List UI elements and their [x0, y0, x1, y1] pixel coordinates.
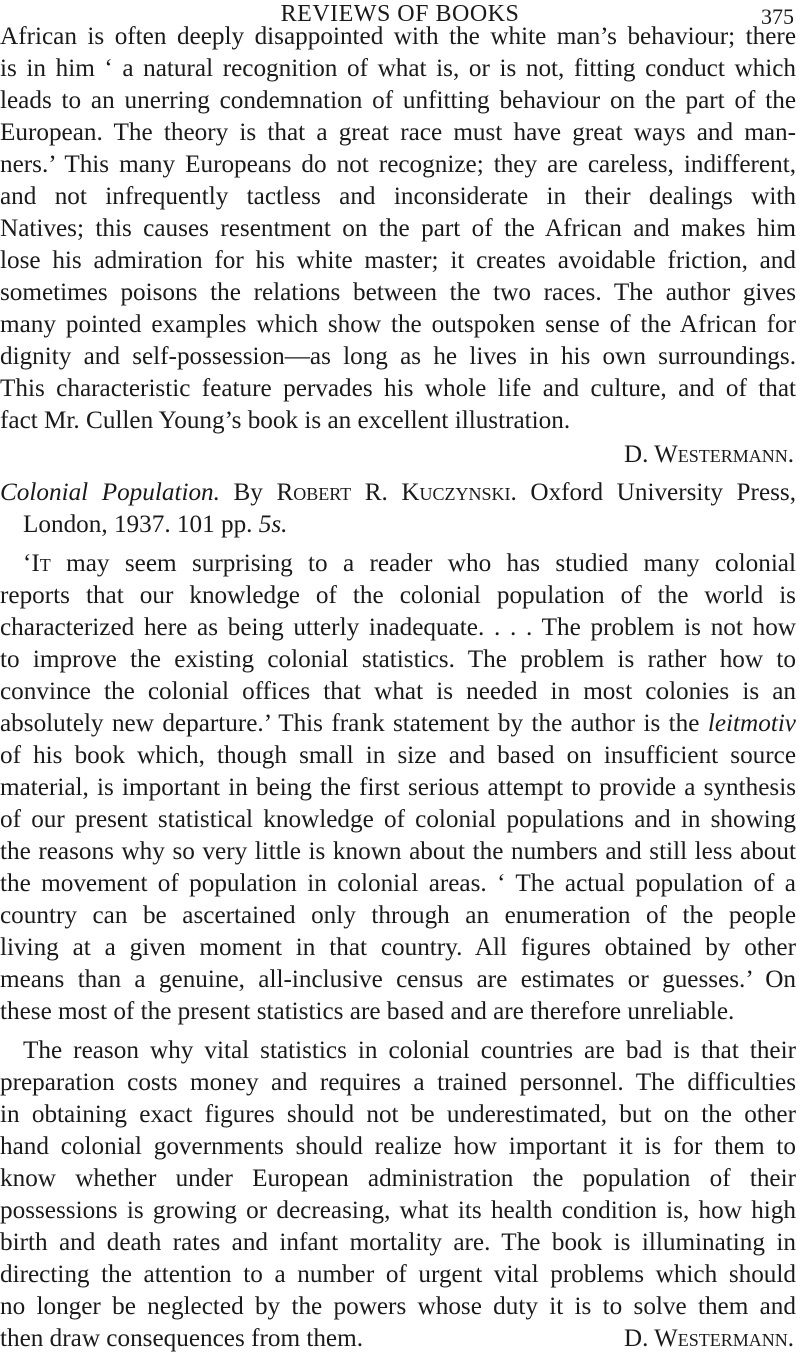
text-line: dignity and self-possession—as long as he lives in his own surroundings.: [0, 343, 796, 370]
text-line: country can be ascertained only through an enumeration of the people: [0, 902, 796, 929]
review-heading: [0, 478, 796, 510]
book-title: Colonial Population.: [0, 479, 220, 506]
running-title: REVIEWS OF BOOKS: [280, 1, 520, 27]
book-price: 5s.: [258, 511, 288, 538]
text-line: Natives; this causes resentment on the part of the African and makes him: [0, 215, 796, 242]
text-line: is in him ‘ a natural recognition of what is, or is not, fitting conduct which: [0, 55, 796, 82]
text-line: reports that our knowledge of the colonial population of the world is: [0, 582, 796, 609]
page-number: 375: [761, 4, 794, 29]
text-line: and not infrequently tactless and inconsiderate in their dealings with: [0, 183, 796, 210]
book-imprint: London, 1937. 101 pp.: [23, 511, 253, 538]
book-publisher: Oxford University Press,: [530, 479, 797, 506]
text-line: characterized here as being utterly inadequate. . . . The problem is not how: [0, 614, 796, 641]
text-line: of our present statistical knowledge of colonial populations and in showing: [0, 806, 796, 833]
text-line: absolutely new departure.’ This frank statement by the author is the leitmotiv: [0, 710, 796, 737]
text-line: convince the colonial offices that what is needed in most colonies is an: [0, 678, 796, 705]
text-line: in obtaining exact figures should not be underestimated, but on the other: [0, 1101, 796, 1128]
text-line: to improve the existing colonial statistics. The problem is rather how to: [0, 646, 796, 673]
text-line: leads to an unerring condemnation of unfitting behaviour on the part of the: [0, 87, 796, 114]
text-line: African is often deeply disappointed with the white man’s behaviour; there: [0, 23, 796, 50]
text-line: no longer be neglected by the powers whose duty it is to solve them and: [0, 1293, 796, 1320]
text-line: material, is important in being the first serious attempt to provide a synthesis: [0, 774, 796, 801]
text-line: the movement of population in colonial areas. ‘ The actual population of a: [0, 870, 796, 897]
text-line: directing the attention to a number of urgent vital problems which should: [0, 1261, 796, 1288]
text-line: ‘It may seem surprising to a reader who has studied many colonial: [23, 550, 796, 577]
text-line: means than a genuine, all-inclusive census are estimates or guesses.’ On: [0, 966, 796, 993]
text-line: hand colonial governments should realize how important it is for them to: [0, 1133, 796, 1160]
text-line: know whether under European administration the population of their: [0, 1165, 796, 1192]
text-line: sometimes poisons the relations between the two races. The author gives: [0, 279, 796, 306]
opening-word: ‘It: [23, 550, 51, 577]
text-line: then draw consequences from them.: [0, 1325, 363, 1352]
text-line: these most of the present statistics are based and are therefore unreliable.: [0, 998, 735, 1025]
text-line: birth and death rates and infant mortality are. The book is illuminating in: [0, 1229, 796, 1256]
text-line: European. The theory is that a great race must have great ways and man-: [0, 119, 796, 146]
text-line: possessions is growing or decreasing, what its health condition is, how high: [0, 1197, 796, 1224]
text-line: preparation costs money and requires a trained personnel. The difficulties: [0, 1069, 796, 1096]
reviewer-signature: D. Westermann.: [624, 441, 794, 468]
text-line: lose his admiration for his white master; it creates avoidable friction, and: [0, 247, 796, 274]
text-line: of his book which, though small in size and based on insufficient source: [0, 742, 796, 769]
text-line: This characteristic feature pervades his whole life and culture, and of that: [0, 375, 796, 402]
by-label: By: [233, 479, 263, 506]
text-line: the reasons why so very little is known about the numbers and still less about: [0, 838, 796, 865]
reviewer-signature: D. Westermann.: [624, 1325, 794, 1352]
text-line: many pointed examples which show the outspoken sense of the African for: [0, 311, 796, 338]
text-line: The reason why vital statistics in colonial countries are bad is that their: [23, 1037, 796, 1064]
review-heading-imprint: [23, 510, 796, 542]
text-line: living at a given moment in that country. All figures obtained by other: [0, 934, 796, 961]
text-line: fact Mr. Cullen Young’s book is an excellent illustration.: [0, 407, 571, 434]
book-author: Robert R. Kuczynski.: [276, 479, 517, 506]
text-line: ners.’ This many Europeans do not recognize; they are careless, indifferent,: [0, 151, 796, 178]
italic-term: leitmotiv: [707, 710, 796, 737]
